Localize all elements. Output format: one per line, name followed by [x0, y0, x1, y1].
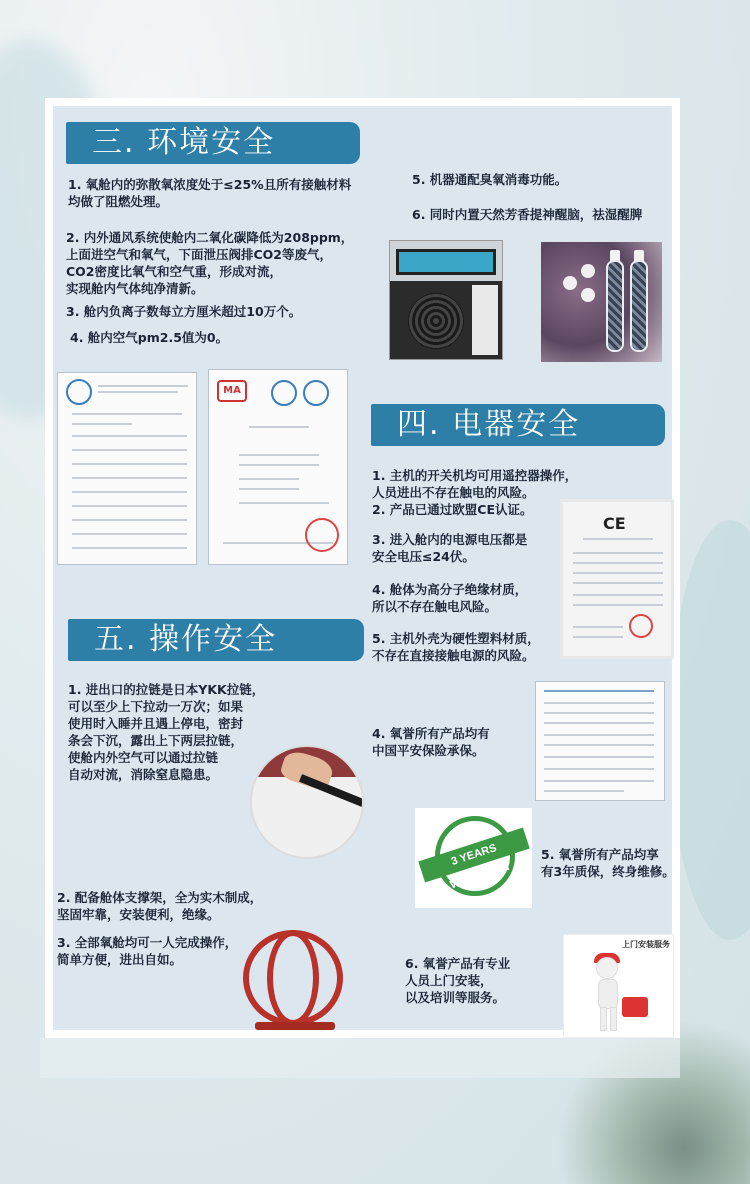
ops-item-2a: 2. 配备舱体支撑架，全为实木制成，: [57, 890, 263, 905]
light-dot: [581, 288, 595, 302]
elec-item-3b: 安全电压≤24伏。: [372, 549, 475, 564]
red-stamp: [629, 614, 653, 638]
section-title-environment: 三. 环境安全: [66, 122, 360, 164]
ops-item-4a: 4. 氧誉所有产品均有: [372, 726, 490, 741]
elec-item-5a: 5. 主机外壳为硬性塑料材质，: [372, 631, 540, 646]
ops-item-6c: 以及培训等服务。: [405, 990, 506, 1005]
env-item-5: 5. 机器通配臭氧消毒功能。: [412, 172, 568, 187]
ops-item-4b: 中国平安保险承保。: [372, 743, 485, 758]
section-title-electrical: 四. 电器安全: [371, 404, 665, 446]
ilac-logo-icon: [271, 380, 297, 406]
figure-leg: [600, 1007, 607, 1031]
toolbox-icon: [622, 997, 648, 1017]
elec-item-1b: 人员进出不存在触电的风险。: [372, 485, 535, 500]
zipper-photo: [250, 745, 364, 859]
elec-item-2: 2. 产品已通过欧盟CE认证。: [372, 502, 533, 517]
light-dot: [581, 264, 595, 278]
light-dot: [563, 276, 577, 290]
machine-photo: [389, 240, 503, 360]
elec-item-4b: 所以不存在触电风险。: [372, 599, 498, 614]
env-item-2c: CO2密度比氧气和空气重，形成对流，: [66, 264, 282, 279]
frame-arc: [267, 930, 319, 1026]
service-label: 上门安装服务: [622, 940, 670, 949]
footer-band: [40, 1038, 680, 1078]
test-report-document-2: [208, 369, 348, 565]
env-item-2a: 2. 内外通风系统使舱内二氧化碳降低为208ppm，: [66, 230, 354, 245]
ops-item-5a: 5. 氧誉所有产品均享: [541, 847, 659, 862]
ma-logo-icon: MA: [217, 380, 247, 402]
ops-item-6b: 人员上门安装，: [405, 973, 493, 988]
env-item-3: 3. 舱内负离子数每立方厘米超过10万个。: [66, 304, 302, 319]
ops-item-1c: 使用时入睡并且遇上停电，密封: [68, 716, 244, 731]
elec-item-1a: 1. 主机的开关机均可用遥控器操作，: [372, 468, 578, 483]
ops-item-1b: 可以至少上下拉动一万次；如果: [68, 699, 244, 714]
ops-item-3a: 3. 全部氧舱均可一人完成操作，: [57, 935, 238, 950]
figure-head: [596, 957, 618, 979]
figure-leg: [610, 1007, 617, 1031]
env-item-2d: 实现舱内气体纯净清新。: [66, 281, 204, 296]
env-item-2b: 上面进空气和氧气，下面泄压阀排CO2等废气，: [66, 247, 332, 262]
section-title-operation: 五. 操作安全: [68, 619, 364, 661]
test-report-document-1: [57, 372, 197, 565]
env-item-1a: 1. 氧舱内的弥散氧浓度处于≤25%且所有接触材料: [68, 177, 352, 192]
installation-service-illustration: [563, 934, 674, 1038]
cnas-logo-icon: [303, 380, 329, 406]
ops-item-3b: 简单方便，进出自如。: [57, 952, 183, 967]
filter-tube: [630, 260, 648, 352]
background-blob: [670, 520, 750, 940]
ops-item-1f: 自动对流，消除窒息隐患。: [68, 767, 219, 782]
warranty-ribbon: 3 YEARS WARRANTY: [418, 828, 529, 883]
fan-icon: [408, 293, 464, 349]
support-frame-photo: [237, 922, 352, 1040]
ops-item-1e: 使舱内外空气可以通过拉链: [68, 750, 219, 765]
machine-panel: [396, 249, 496, 275]
ce-mark-icon: CE: [603, 514, 626, 533]
ops-item-1d: 条会下沉，露出上下两层拉链，: [68, 733, 244, 748]
frame-base: [255, 1022, 335, 1030]
ce-certificate-document: [560, 499, 674, 659]
machine-door: [472, 285, 498, 355]
ops-item-2b: 坚固牢靠，安装便利，绝缘。: [57, 907, 220, 922]
zipper-strip: [299, 774, 364, 808]
figure-body: [598, 979, 618, 1009]
filter-tube: [606, 260, 624, 352]
env-item-1b: 均做了阻燃处理。: [68, 194, 169, 209]
env-item-4: 4. 舱内空气pm2.5值为0。: [70, 330, 229, 345]
ops-item-6a: 6. 氧誉产品有专业: [405, 956, 511, 971]
env-item-6: 6. 同时内置天然芳香提神醒脑，祛湿醒脾: [412, 207, 643, 222]
lab-logo-icon: [66, 379, 92, 405]
filter-tubes-photo: [541, 242, 662, 362]
elec-item-3a: 3. 进入舱内的电源电压都是: [372, 532, 528, 547]
red-stamp: [305, 518, 339, 552]
warranty-badge: [415, 808, 532, 908]
ops-item-5b: 有3年质保，终身维修。: [541, 864, 675, 879]
elec-item-5b: 不存在直接接触电源的风险。: [372, 648, 535, 663]
insurance-document: [535, 681, 665, 801]
elec-item-4a: 4. 舱体为高分子绝缘材质，: [372, 582, 528, 597]
ops-item-1a: 1. 进出口的拉链是日本YKK拉链，: [68, 682, 265, 697]
